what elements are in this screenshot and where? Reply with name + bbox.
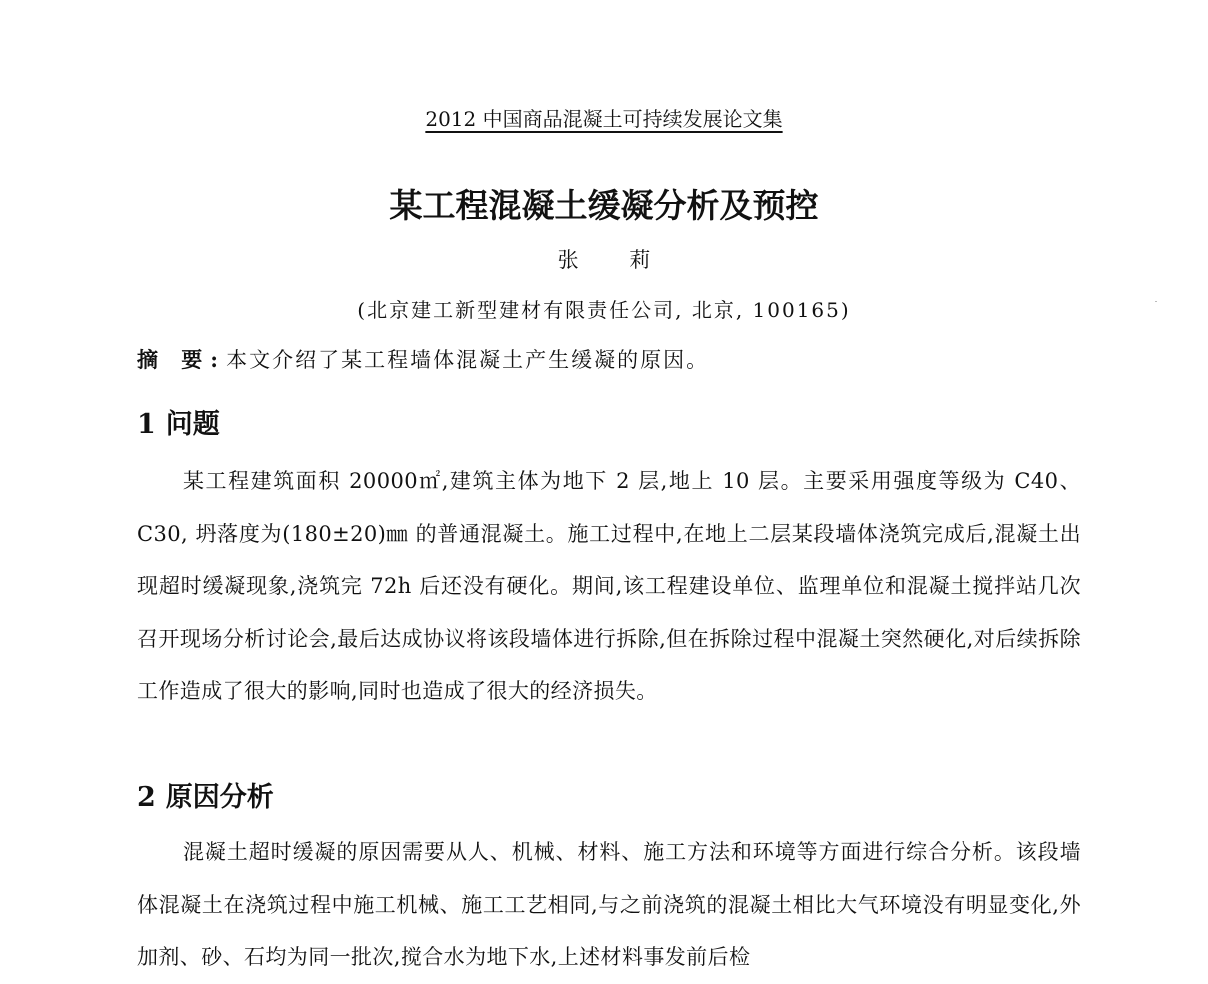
abstract xyxy=(137,344,1087,374)
section-heading-cause-analysis xyxy=(137,775,274,814)
collection-header: 2012 中国商品混凝土可持续发展论文集 xyxy=(425,107,783,131)
author-affiliation: (北京建工新型建材有限责任公司, 北京, 100165) xyxy=(357,298,851,322)
author-name: 张 莉 xyxy=(557,248,673,272)
section-title: 原因分析 xyxy=(165,782,274,813)
paper-title: 某工程混凝土缓凝分析及预控 xyxy=(389,186,819,225)
section-paragraph: 混凝土超时缓凝的原因需要从人、机械、材料、施工方法和环境等方面进行综合分析。该段墙体混凝土在浇筑过程中施工机械、施工工艺相同,与之前浇筑的混凝土相比大气环境没有明显变化,外加剂、砂、石均为同一批次,搅合水为地下水,上述材料事发前后检 xyxy=(137,840,1081,969)
section-title: 问题 xyxy=(165,409,220,440)
section-number: 1 xyxy=(137,409,156,440)
abstract-text: 本文介绍了某工程墙体混凝土产生缓凝的原因。 xyxy=(226,348,710,372)
section-paragraph: 某工程建筑面积 20000㎡,建筑主体为地下 2 层,地上 10 层。主要采用强度等级为 C40、C30, 坍落度为(180±20)㎜ 的普通混凝土。施工过程中,在地上二层某段墙体浇筑完成后,混凝土出现超时缓凝现象,浇筑完 72h 后还没有硬化。期间,该工程建设单位、监理单位和混凝土搅拌站几次召开现场分析讨论会,最后达成协议将该段墙体进行拆除,但在拆除过程中混凝土突然硬化,对后续拆除工作造成了很大的影响,同时也造成了很大的经济损失。 xyxy=(137,469,1081,703)
abstract-label: 摘 要: xyxy=(137,347,227,372)
section-number: 2 xyxy=(137,782,156,813)
scan-artifact-dot xyxy=(1155,301,1157,302)
section-heading-problem xyxy=(137,402,220,441)
